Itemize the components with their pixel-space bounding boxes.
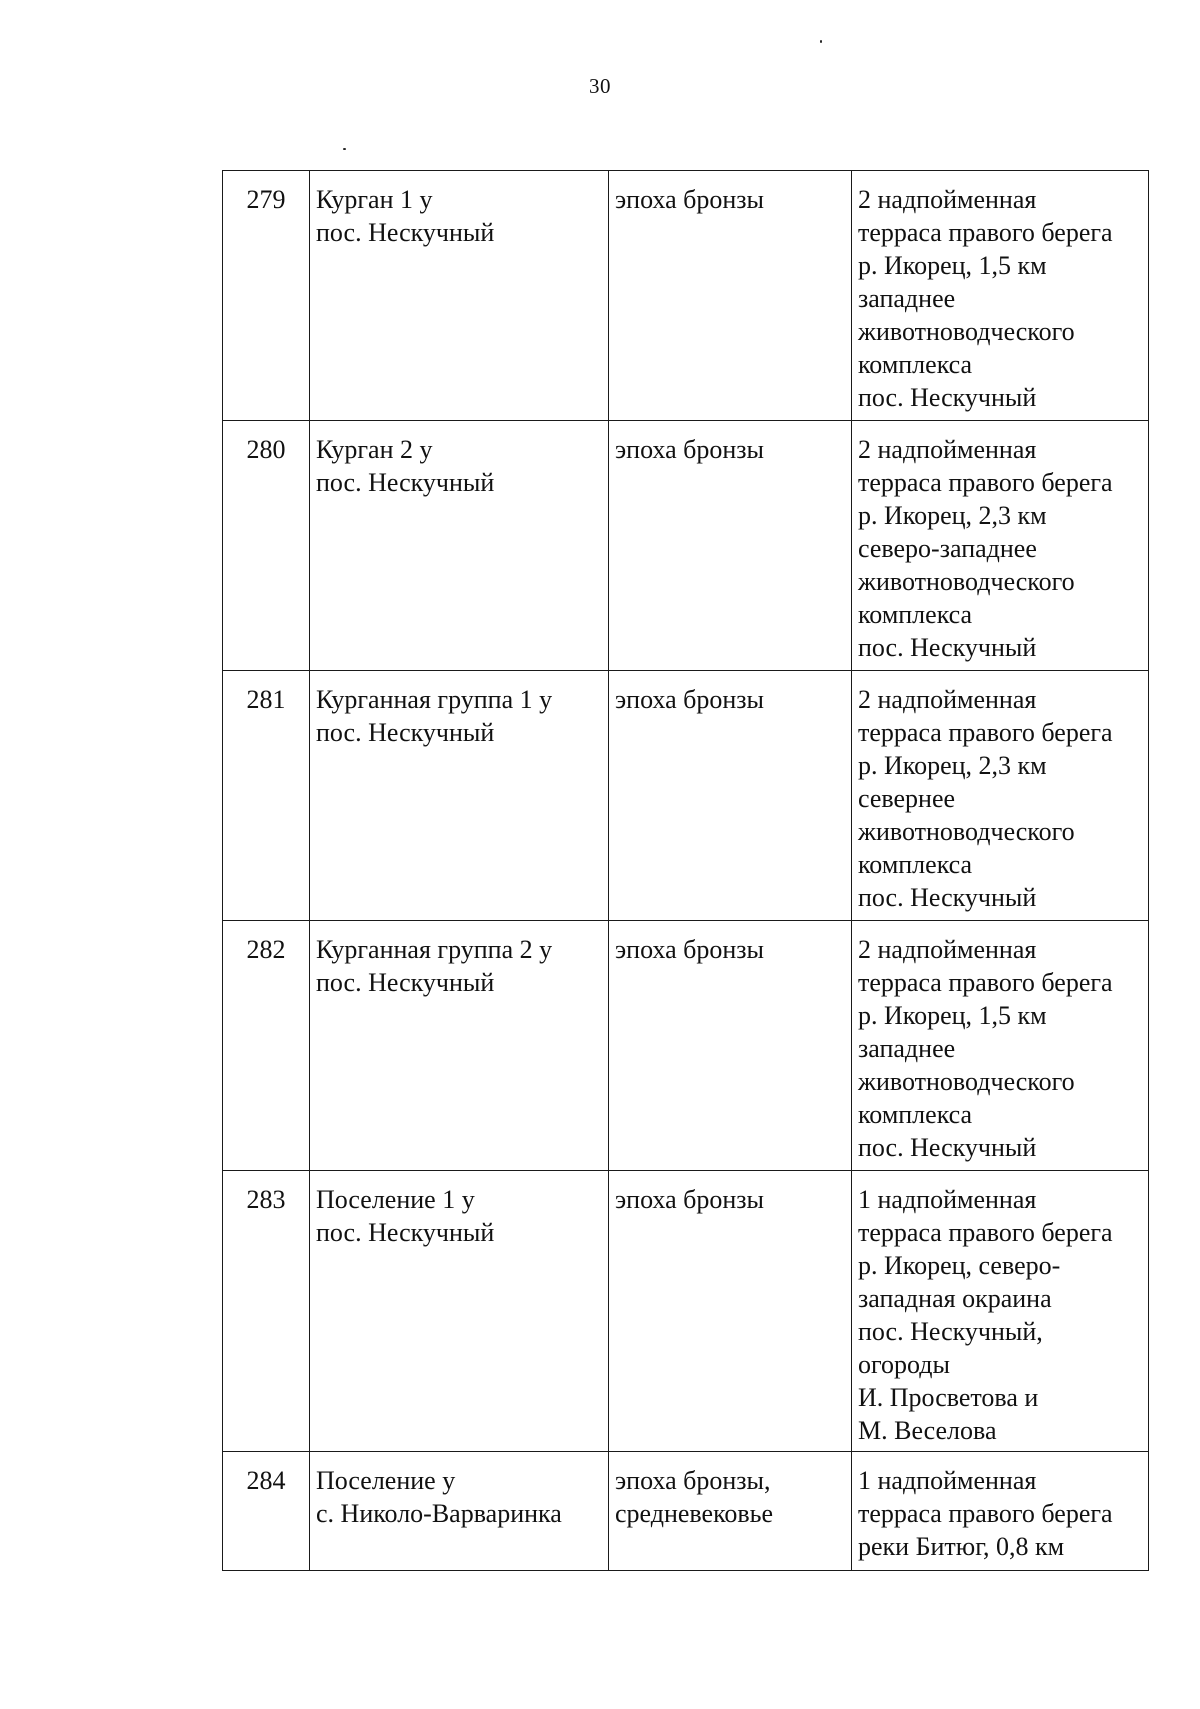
location-cell-line: пос. Нескучный bbox=[858, 883, 1037, 912]
epoch-cell bbox=[609, 671, 852, 921]
monuments-table bbox=[222, 170, 1149, 1571]
location-cell-line: 2 надпойменная bbox=[858, 935, 1037, 964]
location-cell bbox=[852, 921, 1149, 1171]
monument-name-cell-line: Поселение у bbox=[316, 1466, 456, 1495]
location-cell-line: терраса правого берега bbox=[858, 218, 1113, 247]
location-cell-line: комплекса bbox=[858, 1100, 973, 1129]
table-row bbox=[223, 1171, 1149, 1452]
monument-name-cell-line: Курганная группа 2 у bbox=[316, 935, 553, 964]
row-number-cell: 281 bbox=[223, 671, 310, 921]
location-cell-line: животноводческого bbox=[858, 817, 1075, 846]
monument-name-cell-line: пос. Нескучный bbox=[316, 218, 495, 247]
location-cell-line: терраса правого берега bbox=[858, 968, 1113, 997]
epoch-cell bbox=[609, 1452, 852, 1571]
scan-speck bbox=[343, 148, 346, 150]
monument-name-cell-line: пос. Нескучный bbox=[316, 718, 495, 747]
monument-name-cell-line: пос. Нескучный bbox=[316, 1218, 495, 1247]
monument-name-cell-line: пос. Нескучный bbox=[316, 968, 495, 997]
location-cell bbox=[852, 671, 1149, 921]
location-cell-line: 1 надпойменная bbox=[858, 1185, 1037, 1214]
location-cell bbox=[852, 1452, 1149, 1571]
location-cell-line: р. Икорец, северо- bbox=[858, 1251, 1061, 1280]
monument-name-cell bbox=[310, 1171, 609, 1452]
location-cell-line: пос. Нескучный bbox=[858, 1133, 1037, 1162]
table-body bbox=[223, 171, 1149, 1571]
location-cell-line: терраса правого берега bbox=[858, 468, 1113, 497]
monument-name-cell bbox=[310, 1452, 609, 1571]
monument-name-cell bbox=[310, 671, 609, 921]
location-cell-line: комплекса bbox=[858, 600, 973, 629]
epoch-cell bbox=[609, 171, 852, 421]
epoch-cell-line: эпоха бронзы bbox=[615, 935, 765, 964]
epoch-cell-line: эпоха бронзы bbox=[615, 185, 765, 214]
monument-name-cell-line: пос. Нескучный bbox=[316, 468, 495, 497]
location-cell-line: пос. Нескучный bbox=[858, 633, 1037, 662]
monument-name-cell-line: Поселение 1 у bbox=[316, 1185, 475, 1214]
monument-name-cell bbox=[310, 421, 609, 671]
location-cell bbox=[852, 171, 1149, 421]
location-cell-line: реки Битюг, 0,8 км bbox=[858, 1532, 1065, 1561]
location-cell-line: комплекса bbox=[858, 850, 973, 879]
table-row bbox=[223, 421, 1149, 671]
location-cell-line: комплекса bbox=[858, 350, 973, 379]
location-cell-line: животноводческого bbox=[858, 317, 1075, 346]
location-cell-line: р. Икорец, 1,5 км bbox=[858, 251, 1047, 280]
table-row bbox=[223, 1452, 1149, 1571]
scan-speck bbox=[820, 40, 822, 43]
epoch-cell-line: эпоха бронзы, bbox=[615, 1466, 771, 1495]
location-cell-line: западная окраина bbox=[858, 1284, 1052, 1313]
location-cell-line: пос. Нескучный, bbox=[858, 1317, 1043, 1346]
epoch-cell-line: эпоха бронзы bbox=[615, 685, 765, 714]
location-cell-line: северо-западнее bbox=[858, 534, 1037, 563]
row-number-cell: 280 bbox=[223, 421, 310, 671]
location-cell-line: пос. Нескучный bbox=[858, 383, 1037, 412]
location-cell-line: терраса правого берега bbox=[858, 718, 1113, 747]
location-cell-line: р. Икорец, 2,3 км bbox=[858, 501, 1047, 530]
location-cell-line: терраса правого берега bbox=[858, 1218, 1113, 1247]
row-number-cell: 283 bbox=[223, 1171, 310, 1452]
monument-name-cell-line: Курган 2 у bbox=[316, 435, 433, 464]
location-cell-line: животноводческого bbox=[858, 567, 1075, 596]
monument-name-cell-line: Курганная группа 1 у bbox=[316, 685, 553, 714]
monument-name-cell bbox=[310, 171, 609, 421]
epoch-cell bbox=[609, 921, 852, 1171]
location-cell-line: М. Веселова bbox=[858, 1416, 997, 1445]
monument-name-cell bbox=[310, 921, 609, 1171]
row-number-cell: 284 bbox=[223, 1452, 310, 1571]
location-cell-line: 1 надпойменная bbox=[858, 1466, 1037, 1495]
location-cell-line: 2 надпойменная bbox=[858, 435, 1037, 464]
location-cell-line: 2 надпойменная bbox=[858, 185, 1037, 214]
page-number: 30 bbox=[589, 74, 611, 98]
epoch-cell bbox=[609, 421, 852, 671]
row-number-cell: 282 bbox=[223, 921, 310, 1171]
location-cell-line: И. Просветова и bbox=[858, 1383, 1039, 1412]
table-row bbox=[223, 671, 1149, 921]
location-cell-line: р. Икорец, 2,3 км bbox=[858, 751, 1047, 780]
monument-name-cell-line: Курган 1 у bbox=[316, 185, 433, 214]
location-cell-line: животноводческого bbox=[858, 1067, 1075, 1096]
epoch-cell-line: средневековье bbox=[615, 1499, 774, 1528]
location-cell-line: терраса правого берега bbox=[858, 1499, 1113, 1528]
location-cell-line: 2 надпойменная bbox=[858, 685, 1037, 714]
table-row bbox=[223, 171, 1149, 421]
epoch-cell bbox=[609, 1171, 852, 1452]
location-cell-line: западнее bbox=[858, 1034, 956, 1063]
location-cell bbox=[852, 1171, 1149, 1452]
location-cell-line: западнее bbox=[858, 284, 956, 313]
row-number-cell: 279 bbox=[223, 171, 310, 421]
location-cell-line: севернее bbox=[858, 784, 956, 813]
epoch-cell-line: эпоха бронзы bbox=[615, 435, 765, 464]
monument-name-cell-line: с. Николо-Варваринка bbox=[316, 1499, 562, 1528]
epoch-cell-line: эпоха бронзы bbox=[615, 1185, 765, 1214]
table-row bbox=[223, 921, 1149, 1171]
location-cell bbox=[852, 421, 1149, 671]
location-cell-line: р. Икорец, 1,5 км bbox=[858, 1001, 1047, 1030]
location-cell-line: огороды bbox=[858, 1350, 950, 1379]
